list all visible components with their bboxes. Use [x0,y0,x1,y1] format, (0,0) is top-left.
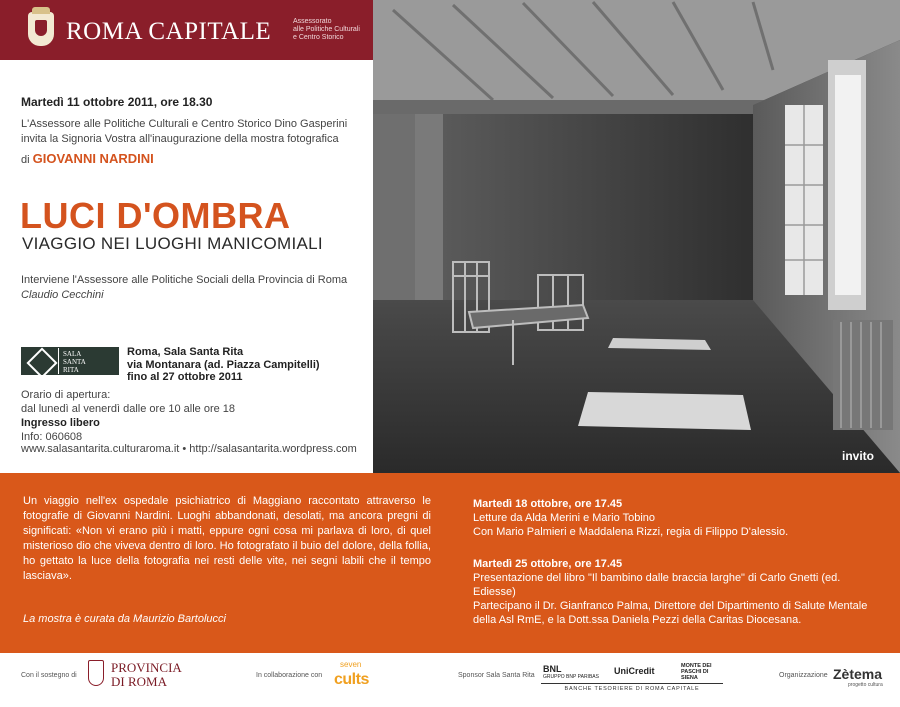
event-line: Partecipano il Dr. Gianfranco Palma, Direttore del Dipartimento di Salute Mentale della Asl RmE, e la Dott.ssa Daniela Pezzi della Caritas Diocesana. [473,600,868,626]
sponsor-label: Sponsor Sala Santa Rita [458,672,535,679]
provincia-logo [111,661,182,689]
unicredit-logo: UniCredit [614,666,655,676]
speaker-text: Interviene l'Assessore alle Politiche Sociali della Provincia di Roma [21,274,348,286]
event-date: Martedì 25 ottobre, ore 17.45 [473,558,623,570]
entry-info: Ingresso libero [21,417,100,429]
invite-line: L'Assessore alle Politiche Culturali e Centro Storico Dino Gasperini [21,118,348,130]
invite-text [21,117,366,147]
banks-tagline: BANCHE TESORIERE DI ROMA CAPITALE [541,683,723,692]
exhibition-title: LUCI D'OMBRA [20,195,291,236]
venue-line: via Montanara (ad. Piazza Campitelli) [127,358,320,371]
support-label: Con il sostegno di [21,672,77,679]
phone-info: Info: 060608 [21,431,83,443]
collab-label: In collaborazione con [256,672,323,679]
bnl-sub: GRUPPO BNP PARIBAS [543,674,599,680]
speaker-name: Claudio Cecchini [21,289,104,301]
event-date: Martedì 18 ottobre, ore 17.45 [473,498,623,510]
bnl-name: BNL [543,664,562,674]
provincia-crest-icon [88,660,104,686]
roma-capitale-header [0,0,373,60]
website-links[interactable]: www.salasantarita.culturaroma.it • http://salasantarita.wordpress.com [21,443,357,455]
curator-credit: La mostra è curata da Maurizio Bartolucci [23,613,226,625]
provincia-line: PROVINCIA [111,660,182,675]
event-line: Letture da Alda Merini e Mario Tobino [473,512,656,524]
hours-label: Orario di apertura: [21,389,111,401]
event-line: Presentazione del libro "Il bambino dalle braccia larghe" di Carlo Gnetti (ed. Ediesse) [473,572,841,598]
invito-label: invito [842,449,874,463]
invite-line: invita la Signoria Vostra all'inaugurazione della mostra fotografica [21,133,339,145]
cults-small: seven [340,660,362,669]
hours-text: dal lunedì al venerdì dalle ore 10 alle ore 18 [21,403,236,415]
zetema-logo: Zètema [833,666,883,682]
provincia-line: DI ROMA [111,674,167,689]
speaker-info [21,273,366,303]
logo-line: RITA [63,366,79,374]
event-item [473,497,873,539]
org-label: Organizzazione [779,672,828,679]
events-band [0,473,900,653]
logo-line: SANTA [63,358,86,366]
seven-cults-logo [334,662,378,690]
header-title: ROMA CAPITALE [66,18,272,45]
event-line: Con Mario Palmieri e Maddalena Rizzi, regia di Filippo D'alessio. [473,526,789,538]
opening-hours [21,388,366,444]
bnl-logo [543,664,599,680]
exhibition-subtitle: VIAGGIO NEI LUOGHI MANICOMIALI [22,234,323,253]
header-department [293,18,371,42]
logo-line: SALA [63,350,82,358]
dept-line: alle Politiche Culturali [293,26,360,33]
mps-logo: MONTE DEI PASCHI DI SIENA [681,663,712,681]
zetema-sub: progetto cultura [848,682,883,688]
sponsors-footer [0,653,900,707]
dept-line: Assessorato [293,18,332,25]
sala-santa-rita-logo [21,347,119,375]
venue-line: fino al 27 ottobre 2011 [127,371,243,383]
event-item [473,557,873,627]
asylum-room-photo [373,0,900,473]
opening-date: Martedì 11 ottobre 2011, ore 18.30 [21,95,213,109]
exhibition-photo [373,0,900,473]
sala-santa-rita-wordmark [58,348,118,374]
photographer-name: GIOVANNI NARDINI [32,151,154,166]
by-prefix: di [21,154,30,166]
venue-address [127,346,320,384]
exhibition-description: Un viaggio nell'ex ospedale psichiatrico di Maggiano raccontato attraverso le fotografie di Giovanni Nardini. Luoghi abbandonati, desolati, ma ancora pregni di significati: «Non vi erano più i matti, eppure ogni cosa mi parlava di loro, di quel misterioso dio che viveva dentro di loro. Ho fotografato il buio del dolore, della follia, ho gettato la luce della fotografia nei resti delle vite, nei segni labili che il tempo lasciava». [23,495,431,582]
photographer-credit [21,151,154,166]
dept-line: e Centro Storico [293,34,344,41]
venue-line: Roma, Sala Santa Rita [127,346,244,358]
cults-word: cults [334,671,369,688]
invitation-info [0,60,373,473]
sala-santa-rita-emblem-icon [22,348,58,374]
roma-crest-icon [28,12,54,46]
